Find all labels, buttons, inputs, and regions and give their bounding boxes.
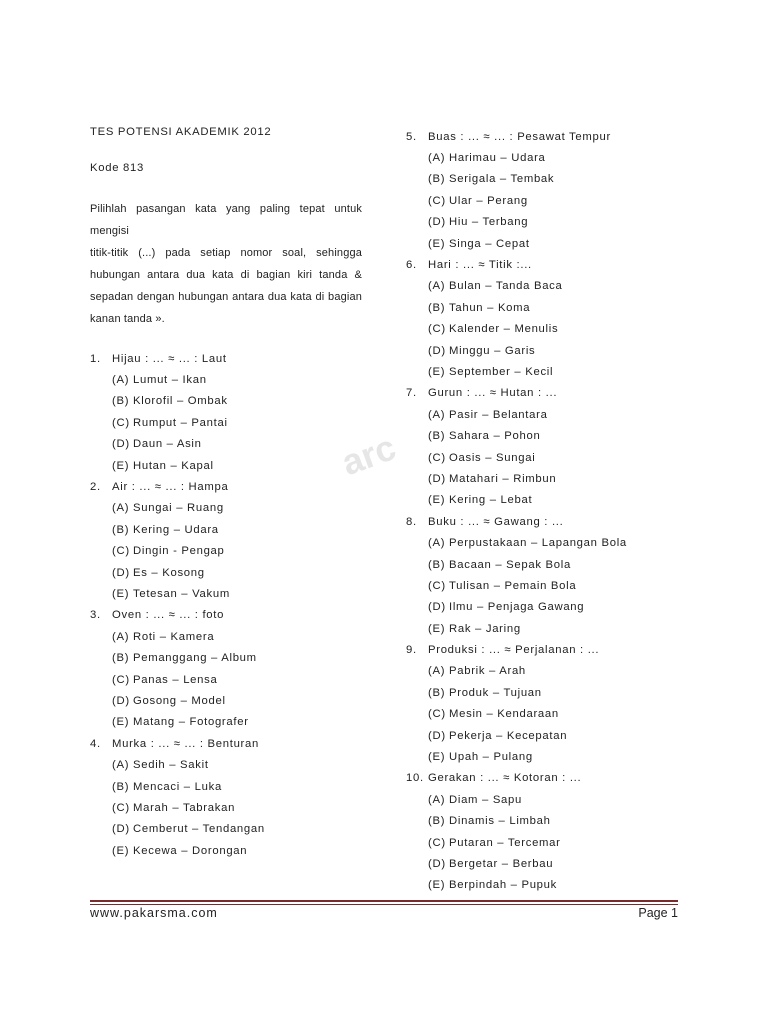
footer-divider (90, 900, 678, 902)
answer-option (406, 490, 696, 511)
option-text: Harimau – Udara (449, 152, 546, 165)
question-text: Buku : ... ≈ Gawang : ... (428, 515, 564, 528)
question-stem (406, 254, 696, 275)
answer-option (90, 712, 362, 733)
option-text: Panas – Lensa (133, 673, 218, 686)
question-text: Oven : ... ≈ ... : foto (112, 609, 225, 622)
answer-option (90, 541, 362, 562)
option-letter: (B) (112, 780, 130, 793)
question-stem (406, 639, 696, 660)
instructions (90, 198, 362, 330)
question-text: Gerakan : ... ≈ Kotoran : ... (428, 772, 582, 785)
answer-option (90, 434, 362, 455)
option-letter: (B) (112, 523, 130, 536)
question-text: Air : ... ≈ ... : Hampa (112, 481, 229, 494)
answer-option (406, 447, 696, 468)
answer-option (90, 840, 362, 861)
option-text: Tetesan – Vakum (133, 587, 230, 600)
option-letter: (B) (428, 173, 446, 186)
question-stem (90, 733, 362, 754)
option-text: Serigala – Tembak (449, 173, 555, 186)
answer-option (90, 754, 362, 775)
option-text: Kecewa – Dorongan (133, 844, 248, 857)
answer-option (406, 575, 696, 596)
option-letter: (E) (112, 716, 130, 729)
answer-option (406, 233, 696, 254)
answer-option (406, 340, 696, 361)
document-code: Kode 813 (90, 162, 144, 174)
option-letter: (A) (428, 152, 446, 165)
option-text: Sedih – Sakit (133, 759, 209, 772)
question-stem (406, 511, 696, 532)
answer-option (406, 319, 696, 340)
option-letter: (A) (112, 630, 130, 643)
option-letter: (E) (112, 587, 130, 600)
question-stem (90, 476, 362, 497)
answer-option (90, 647, 362, 668)
option-text: Kering – Lebat (449, 494, 533, 507)
question-number: 9. (406, 644, 417, 657)
left-column (90, 126, 362, 861)
option-text: Klorofil – Ombak (133, 395, 228, 408)
option-text: September – Kecil (449, 365, 554, 378)
answer-option (90, 583, 362, 604)
option-text: Minggu – Garis (449, 344, 536, 357)
instruction-line: kanan tanda ». (90, 313, 165, 325)
question-number: 2. (90, 481, 101, 494)
answer-option (90, 498, 362, 519)
option-letter: (C) (112, 673, 130, 686)
option-text: Matang – Fotografer (133, 716, 249, 729)
option-text: Kalender – Menulis (449, 323, 559, 336)
question-list-right (406, 126, 696, 896)
option-letter: (C) (112, 545, 130, 558)
option-letter: (B) (428, 301, 446, 314)
question-text: Murka : ... ≈ ... : Benturan (112, 737, 259, 750)
option-letter: (A) (428, 665, 446, 678)
option-text: Marah – Tabrakan (133, 801, 236, 814)
option-letter: (E) (428, 365, 446, 378)
answer-option (90, 690, 362, 711)
question-text: Gurun : ... ≈ Hutan : ... (428, 387, 558, 400)
answer-option (406, 832, 696, 853)
option-letter: (D) (428, 472, 446, 485)
answer-option (406, 425, 696, 446)
option-text: Tahun – Koma (449, 301, 531, 314)
option-letter: (B) (428, 430, 446, 443)
answer-option (406, 811, 696, 832)
option-text: Dinamis – Limbah (449, 815, 551, 828)
option-text: Es – Kosong (133, 566, 205, 579)
footer-website-link[interactable]: www.pakarsma.com (90, 906, 218, 920)
option-letter: (C) (428, 836, 446, 849)
answer-option (90, 519, 362, 540)
option-letter: (E) (428, 622, 446, 635)
question-stem (406, 126, 696, 147)
option-text: Bulan – Tanda Baca (449, 280, 563, 293)
option-text: Rumput – Pantai (133, 416, 228, 429)
option-letter: (A) (428, 280, 446, 293)
option-text: Singa – Cepat (449, 237, 530, 250)
option-letter: (C) (428, 194, 446, 207)
answer-option (406, 468, 696, 489)
option-text: Tulisan – Pemain Bola (449, 579, 577, 592)
option-text: Pasir – Belantara (449, 408, 548, 421)
option-letter: (D) (428, 729, 446, 742)
option-text: Kering – Udara (133, 523, 219, 536)
answer-option (406, 597, 696, 618)
option-letter: (A) (112, 374, 130, 387)
answer-option (406, 404, 696, 425)
option-letter: (E) (428, 494, 446, 507)
option-text: Daun – Asin (133, 438, 202, 451)
option-text: Sungai – Ruang (133, 502, 224, 515)
question-stem (406, 768, 696, 789)
option-letter: (D) (112, 566, 130, 579)
option-text: Putaran – Tercemar (449, 836, 561, 849)
answer-option (406, 853, 696, 874)
option-text: Gosong – Model (133, 694, 226, 707)
question-number: 5. (406, 130, 417, 143)
answer-option (90, 776, 362, 797)
option-letter: (C) (112, 801, 130, 814)
option-letter: (E) (428, 879, 446, 892)
answer-option (90, 412, 362, 433)
question-text: Hari : ... ≈ Titik :... (428, 259, 532, 272)
option-text: Hutan – Kapal (133, 459, 214, 472)
option-letter: (A) (428, 537, 446, 550)
question-stem (90, 348, 362, 369)
answer-option (406, 297, 696, 318)
answer-option (90, 562, 362, 583)
question-text: Produksi : ... ≈ Perjalanan : ... (428, 644, 600, 657)
instruction-line: hubungan antara dua kata di bagian kiri tanda & (90, 269, 362, 281)
question-number: 3. (90, 609, 101, 622)
answer-option (90, 369, 362, 390)
answer-option (90, 626, 362, 647)
option-letter: (D) (112, 438, 130, 451)
option-text: Hiu – Terbang (449, 216, 529, 229)
option-text: Cemberut – Tendangan (133, 823, 265, 836)
option-text: Bacaan – Sepak Bola (449, 558, 571, 571)
option-text: Ular – Perang (449, 194, 528, 207)
question-stem (90, 605, 362, 626)
answer-option (90, 669, 362, 690)
answer-option (406, 532, 696, 553)
option-letter: (B) (428, 558, 446, 571)
document-title: TES POTENSI AKADEMIK 2012 (90, 126, 272, 138)
option-text: Oasis – Sungai (449, 451, 536, 464)
question-list-left (90, 348, 362, 861)
footer-divider-thin (90, 904, 678, 905)
answer-option (406, 361, 696, 382)
answer-option (406, 554, 696, 575)
answer-option (90, 797, 362, 818)
option-text: Bergetar – Berbau (449, 857, 554, 870)
question-stem (406, 383, 696, 404)
question-number: 7. (406, 387, 417, 400)
option-text: Produk – Tujuan (449, 686, 542, 699)
option-letter: (B) (112, 652, 130, 665)
answer-option (406, 661, 696, 682)
answer-option (90, 391, 362, 412)
option-text: Mesin – Kendaraan (449, 708, 559, 721)
answer-option (406, 190, 696, 211)
option-text: Rak – Jaring (449, 622, 521, 635)
option-text: Berpindah – Pupuk (449, 879, 557, 892)
option-text: Pemanggang – Album (133, 652, 257, 665)
option-letter: (A) (428, 408, 446, 421)
watermark: arc (336, 426, 401, 484)
option-text: Perpustakaan – Lapangan Bola (449, 537, 627, 550)
option-text: Mencaci – Luka (133, 780, 222, 793)
option-letter: (C) (428, 323, 446, 336)
option-letter: (E) (112, 459, 130, 472)
answer-option (406, 147, 696, 168)
option-text: Sahara – Pohon (449, 430, 541, 443)
answer-option (406, 212, 696, 233)
instruction-line: titik-titik (...) pada setiap nomor soal, sehingga (90, 247, 362, 259)
option-text: Pabrik – Arah (449, 665, 526, 678)
instruction-line: Pilihlah pasangan kata yang paling tepat untuk mengisi (90, 203, 362, 237)
option-letter: (A) (428, 793, 446, 806)
answer-option (406, 875, 696, 896)
option-text: Roti – Kamera (133, 630, 215, 643)
option-text: Dingin - Pengap (133, 545, 225, 558)
option-letter: (C) (428, 579, 446, 592)
option-text: Diam – Sapu (449, 793, 523, 806)
option-letter: (C) (428, 708, 446, 721)
question-text: Buas : ... ≈ ... : Pesawat Tempur (428, 130, 611, 143)
option-letter: (C) (428, 451, 446, 464)
question-number: 10. (406, 772, 424, 785)
option-letter: (E) (428, 237, 446, 250)
option-text: Ilmu – Penjaga Gawang (449, 601, 585, 614)
instruction-line: sepadan dengan hubungan antara dua kata di bagian (90, 291, 362, 303)
option-letter: (A) (112, 502, 130, 515)
answer-option (90, 455, 362, 476)
option-letter: (D) (428, 857, 446, 870)
question-number: 8. (406, 515, 417, 528)
option-text: Matahari – Rimbun (449, 472, 557, 485)
option-text: Pekerja – Kecepatan (449, 729, 568, 742)
footer-page-number: Page 1 (638, 906, 678, 920)
question-number: 6. (406, 259, 417, 272)
answer-option (90, 819, 362, 840)
option-text: Upah – Pulang (449, 751, 533, 764)
answer-option (406, 682, 696, 703)
option-letter: (D) (112, 694, 130, 707)
question-number: 4. (90, 737, 101, 750)
answer-option (406, 789, 696, 810)
right-column (406, 126, 696, 896)
option-letter: (C) (112, 416, 130, 429)
option-letter: (D) (428, 601, 446, 614)
option-letter: (A) (112, 759, 130, 772)
answer-option (406, 618, 696, 639)
answer-option (406, 169, 696, 190)
answer-option (406, 704, 696, 725)
question-text: Hijau : ... ≈ ... : Laut (112, 352, 227, 365)
question-number: 1. (90, 352, 101, 365)
answer-option (406, 276, 696, 297)
option-letter: (B) (428, 815, 446, 828)
option-letter: (E) (112, 844, 130, 857)
option-text: Lumut – Ikan (133, 374, 207, 387)
answer-option (406, 746, 696, 767)
option-letter: (D) (112, 823, 130, 836)
option-letter: (D) (428, 216, 446, 229)
option-letter: (E) (428, 751, 446, 764)
option-letter: (B) (112, 395, 130, 408)
option-letter: (B) (428, 686, 446, 699)
option-letter: (D) (428, 344, 446, 357)
answer-option (406, 725, 696, 746)
